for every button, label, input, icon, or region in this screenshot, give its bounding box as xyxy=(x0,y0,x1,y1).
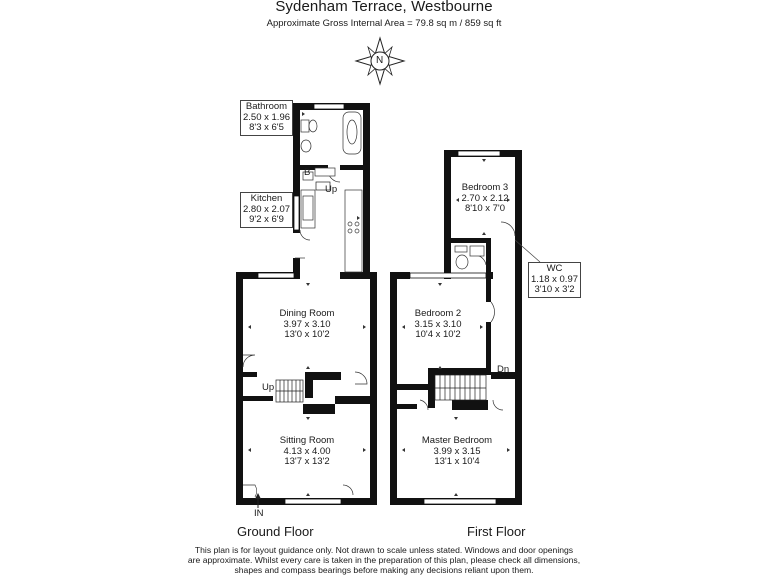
ground-stair-up-marker: Up xyxy=(262,382,275,393)
kitchen-label: Kitchen 2.80 x 2.07 9'2 x 6'9 xyxy=(240,192,293,228)
compass-north-letter: N xyxy=(376,55,384,66)
sitting-room-label: Sitting Room 4.13 x 4.00 13'7 x 13'2 xyxy=(279,435,335,467)
bathroom-label: Bathroom 2.50 x 1.96 8'3 x 6'5 xyxy=(240,100,293,136)
plan-subtitle: Approximate Gross Internal Area = 79.8 sq m / 859 sq ft xyxy=(266,18,502,29)
kitchen-stair-up-marker: Up xyxy=(325,184,338,195)
entrance-marker: IN xyxy=(254,508,264,519)
dining-room-label: Dining Room 3.97 x 3.10 13'0 x 10'2 xyxy=(279,308,335,340)
boiler-marker: B xyxy=(304,167,311,178)
wc-label: WC 1.18 x 0.97 3'10 x 3'2 xyxy=(528,262,581,298)
bedroom-3-label: Bedroom 3 2.70 x 2.12 8'10 x 7'0 xyxy=(461,182,509,214)
plan-title: Sydenham Terrace, Westbourne xyxy=(275,0,493,15)
ground-floor-title: Ground Floor xyxy=(237,524,314,539)
first-stair-down-marker: Dn xyxy=(497,364,510,375)
master-bedroom-label: Master Bedroom 3.99 x 3.15 13'1 x 10'4 xyxy=(421,435,493,467)
disclaimer-text: This plan is for layout guidance only. Not drawn to scale unless stated. Windows and door openings are approximate. Whilst every care is taken in the preparation of this plan, please check all dimensions, shapes and compass bearings before making any decisions reliant upon them. xyxy=(187,545,581,575)
bedroom-2-label: Bedroom 2 3.15 x 3.10 10'4 x 10'2 xyxy=(414,308,462,340)
first-floor-title: First Floor xyxy=(467,524,526,539)
